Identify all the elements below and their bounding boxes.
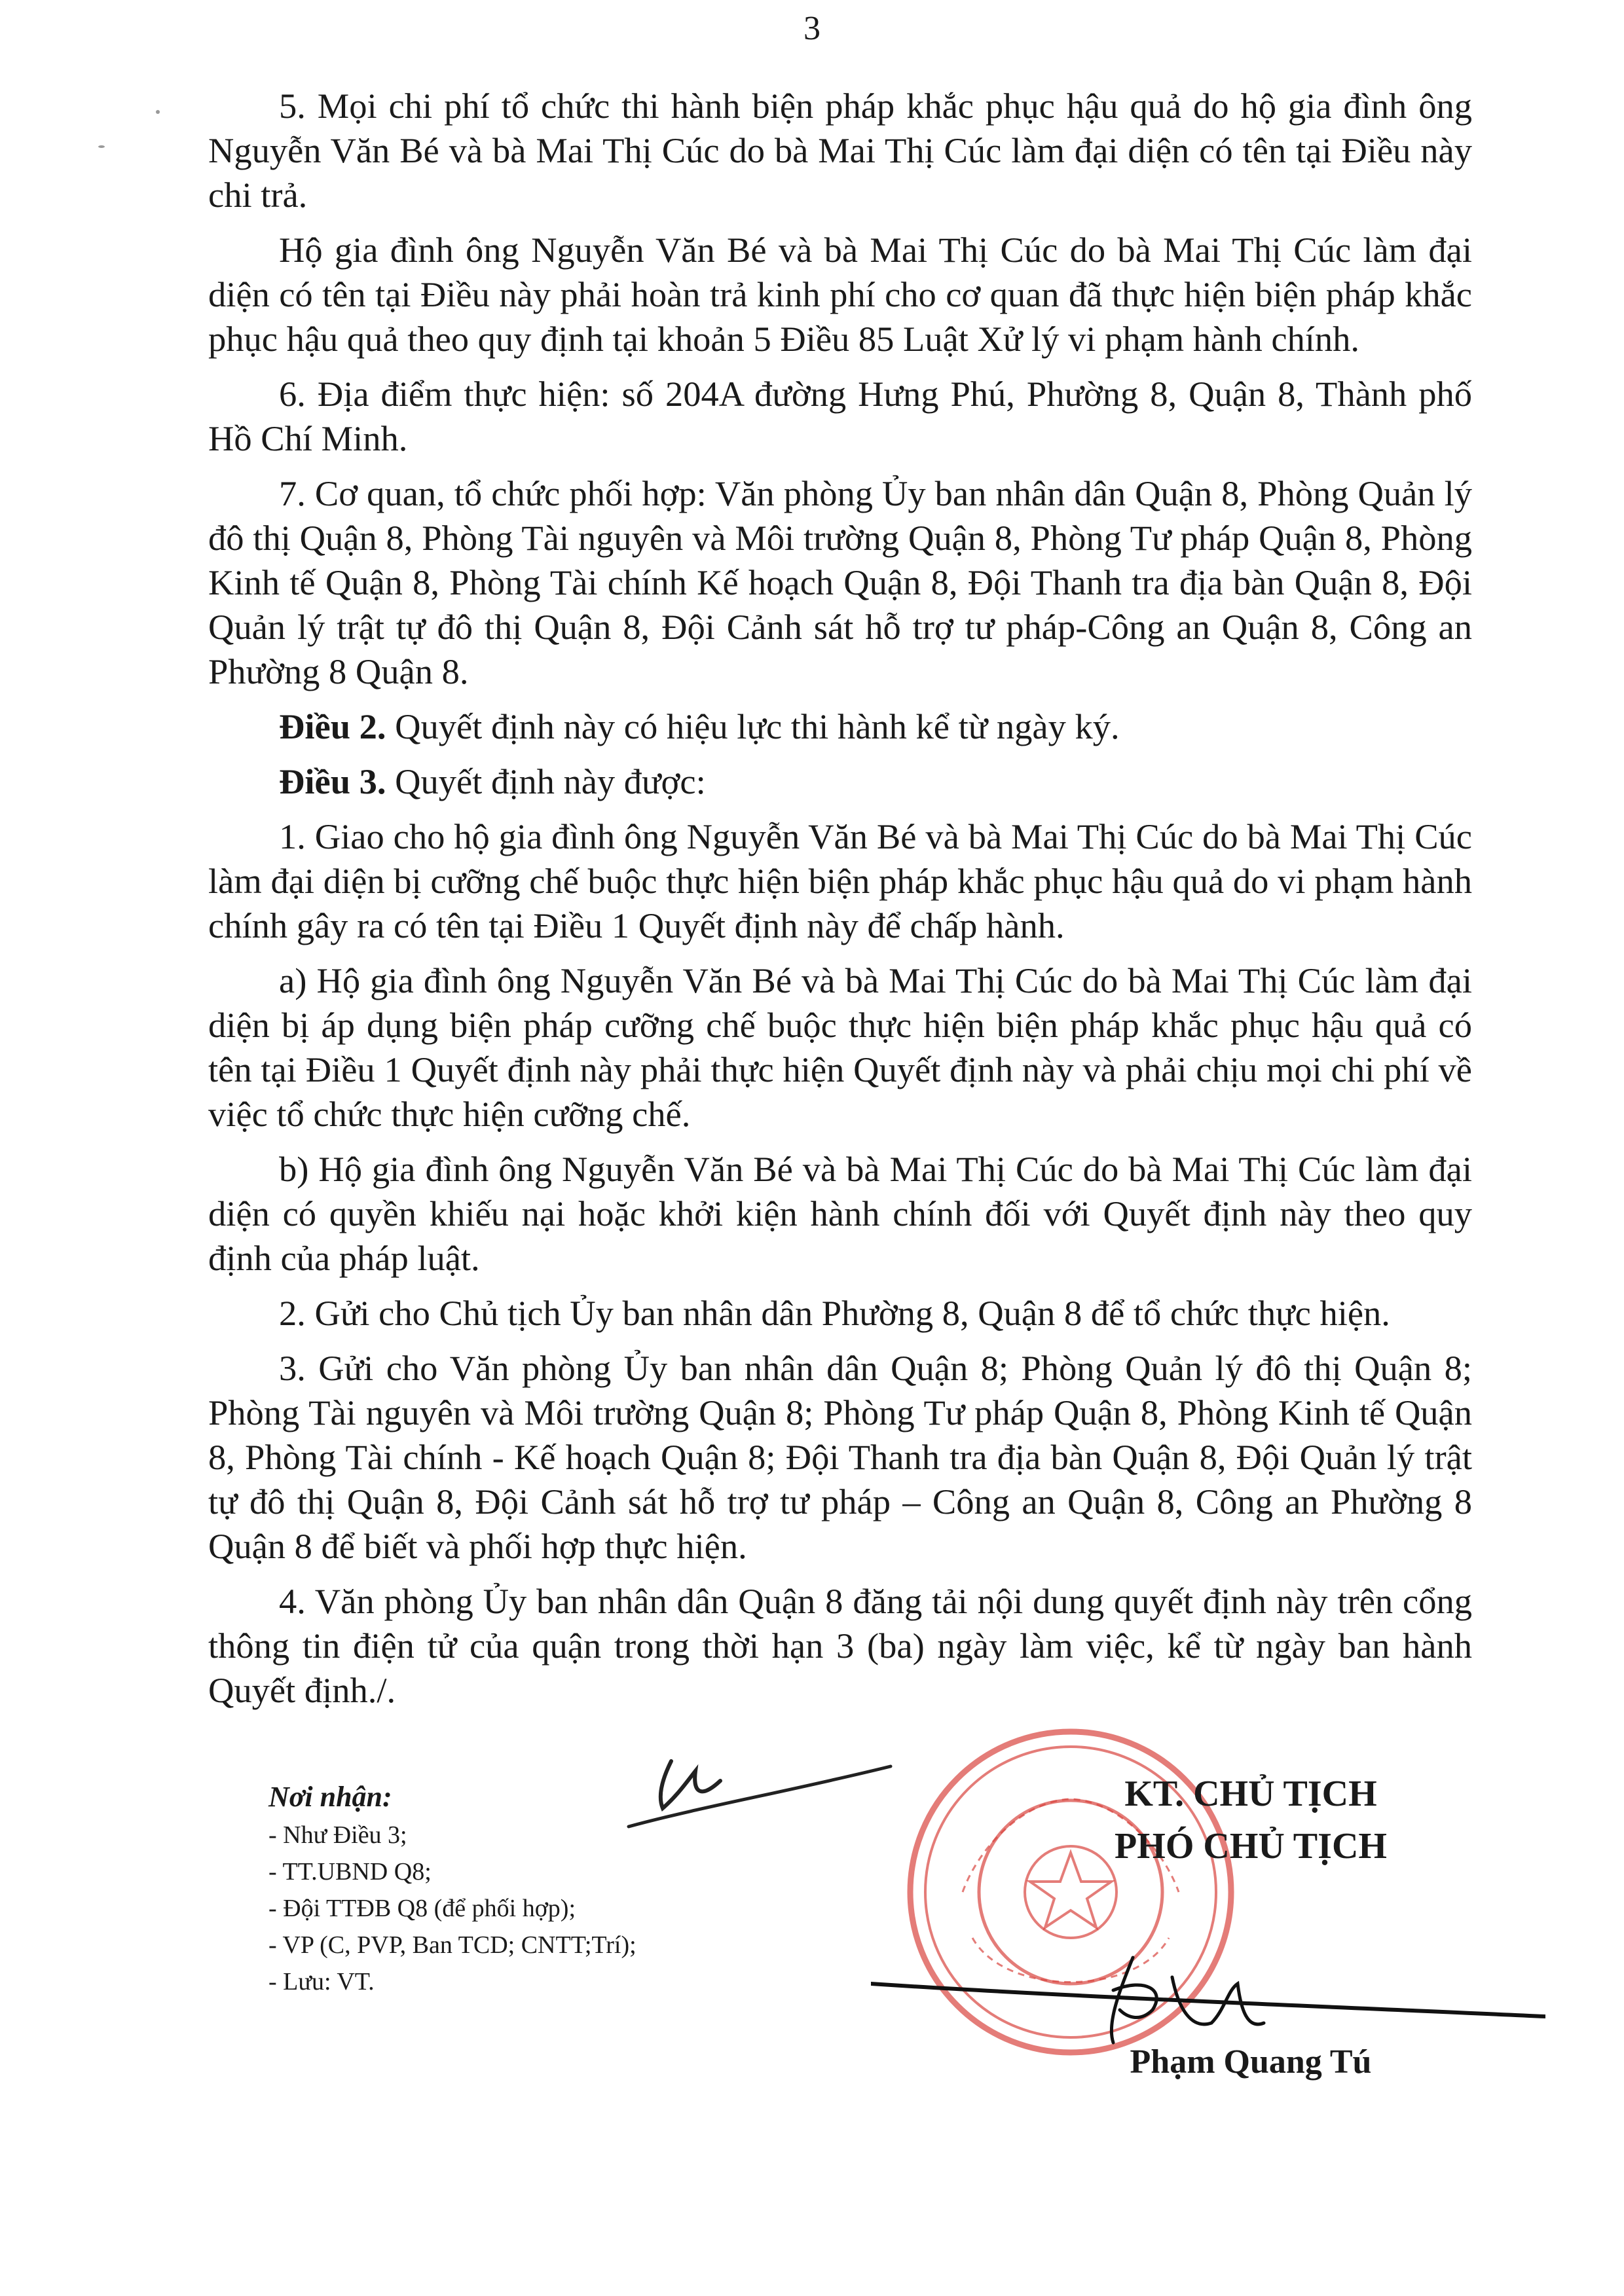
article-2-text: Quyết định này có hiệu lực thi hành kể từ ngày ký. — [386, 706, 1120, 746]
paragraph-reimbursement: Hộ gia đình ông Nguyễn Văn Bé và bà Mai Thị Cúc do bà Mai Thị Cúc làm đại diện có tên tại Điều này phải hoàn trả kinh phí cho cơ quan đã thực hiện biện pháp khắc phục hậu quả theo quy định tại khoản 5 Điều 85 Luật Xử lý vi phạm hành chính. — [208, 230, 1472, 359]
recipients-block — [268, 1777, 637, 2000]
article-3-text: Quyết định này được: — [386, 761, 706, 801]
decision-body — [208, 84, 1472, 1723]
clause-4: 4. Văn phòng Ủy ban nhân dân Quận 8 đăng tải nội dung quyết định này trên cổng thông tin điện tử của quận trong thời hạn 3 (ba) ngày làm việc, kể từ ngày ban hành Quyết định./. — [208, 1581, 1472, 1710]
article-2-label: Điều 2. — [279, 706, 386, 746]
recipient-item: - Lưu: VT. — [268, 1963, 637, 2000]
article-3 — [208, 759, 1472, 804]
recipients-heading: Nơi nhận: — [268, 1781, 392, 1813]
recipient-item: - VP (C, PVP, Ban TCD; CNTT;Trí); — [268, 1927, 637, 1963]
article-2 — [208, 704, 1472, 749]
recipient-item: - TT.UBND Q8; — [268, 1853, 637, 1890]
clause-3: 3. Gửi cho Văn phòng Ủy ban nhân dân Quận 8; Phòng Quản lý đô thị Quận 8; Phòng Tài nguyên và Môi trường Quận 8; Phòng Tư pháp Quận 8, Phòng Kinh tế Quận 8, Phòng Tài chính - Kế hoạch Quận 8; Đội Thanh tra địa bàn Quận 8, Đội Quản lý trật tự đô thị Quận 8, Đội Cảnh sát hỗ trợ tư pháp – Công an Quận 8, Công an Phường 8 Quận 8 để biết và phối hợp thực hiện. — [208, 1348, 1472, 1566]
clause-2: 2. Gửi cho Chủ tịch Ủy ban nhân dân Phường 8, Quận 8 để tổ chức thực hiện. — [279, 1293, 1390, 1333]
recipient-item: - Đội TTĐB Q8 (để phối hợp); — [268, 1890, 637, 1927]
handwritten-initials — [622, 1735, 897, 1833]
signature-title — [1041, 1768, 1460, 1872]
scan-speck — [156, 110, 160, 114]
signature-title-line1: KT. CHỦ TỊCH — [1124, 1774, 1377, 1814]
scan-speck — [98, 145, 105, 148]
page-number: 3 — [803, 10, 821, 47]
paragraph-coordinating-agencies: 7. Cơ quan, tổ chức phối hợp: Văn phòng Ủy ban nhân dân Quận 8, Phòng Quản lý đô thị Quận 8, Phòng Tài nguyên và Môi trường Quận 8, Phòng Tư pháp Quận 8, Phòng Kinh tế Quận 8, Phòng Tài chính Kế hoạch Quận 8, Đội Thanh tra địa bàn Quận 8, Đội Quản lý trật tự đô thị Quận 8, Đội Cảnh sát hỗ trợ tư pháp-Công an Quận 8, Công an Phường 8 Quận 8. — [208, 473, 1472, 691]
article-3-label: Điều 3. — [279, 761, 386, 801]
paragraph-cost: 5. Mọi chi phí tổ chức thi hành biện pháp khắc phục hậu quả do hộ gia đình ông Nguyễn Văn Bé và bà Mai Thị Cúc do bà Mai Thị Cúc làm đại diện có tên tại Điều này chi trả. — [208, 86, 1472, 215]
clause-1: 1. Giao cho hộ gia đình ông Nguyễn Văn Bé và bà Mai Thị Cúc do bà Mai Thị Cúc làm đại diện bị cưỡng chế buộc thực hiện biện pháp khắc phục hậu quả do vi phạm hành chính gây ra có tên tại Điều 1 Quyết định này để chấp hành. — [208, 816, 1472, 945]
recipients-list — [268, 1817, 637, 2000]
paragraph-location: 6. Địa điểm thực hiện: số 204A đường Hưng Phú, Phường 8, Quận 8, Thành phố Hồ Chí Minh. — [208, 374, 1472, 458]
clause-1a: a) Hộ gia đình ông Nguyễn Văn Bé và bà Mai Thị Cúc do bà Mai Thị Cúc làm đại diện bị áp dụng biện pháp cưỡng chế buộc thực hiện biện pháp khắc phục hậu quả có tên tại Điều 1 Quyết định này phải thực hiện Quyết định này và phải chịu mọi chi phí về việc tổ chức thực hiện cưỡng chế. — [208, 960, 1472, 1134]
signature-title-line2: PHÓ CHỦ TỊCH — [1115, 1826, 1387, 1867]
handwritten-signature — [871, 1951, 1545, 2056]
signer-name: Phạm Quang Tú — [1130, 2043, 1372, 2081]
recipient-item: - Như Điều 3; — [268, 1817, 637, 1853]
clause-1b: b) Hộ gia đình ông Nguyễn Văn Bé và bà Mai Thị Cúc do bà Mai Thị Cúc làm đại diện có quyền khiếu nại hoặc khởi kiện hành chính đối với Quyết định này theo quy định của pháp luật. — [208, 1149, 1472, 1278]
